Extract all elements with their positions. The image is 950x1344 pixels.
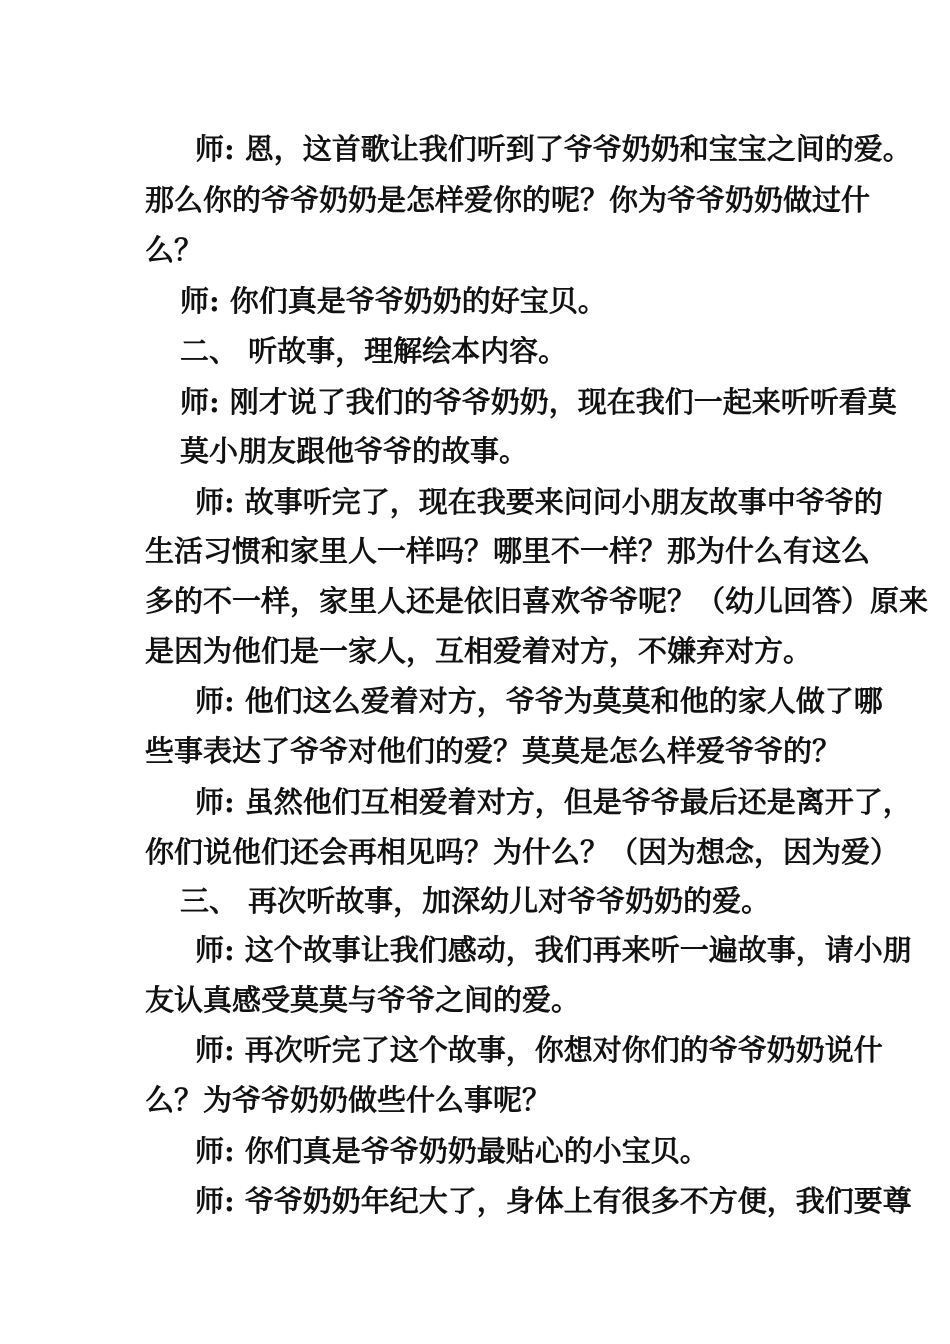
paragraph-line: 是因为他们是一家人，互相爱着对方，不嫌弃对方。 bbox=[145, 634, 813, 668]
paragraph-line: 多的不一样，家里人还是依旧喜欢爷爷呢？（幼儿回答）原来 bbox=[145, 584, 929, 618]
paragraph-line: 师: 虽然他们互相爱着对方，但是爷爷最后还是离开了， bbox=[195, 785, 912, 819]
paragraph-line: 师: 再次听完了这个故事，你想对你们的爷爷奶奶说什 bbox=[195, 1033, 883, 1067]
paragraph-line: 师: 你们真是爷爷奶奶最贴心的小宝贝。 bbox=[195, 1134, 709, 1168]
paragraph-line: 师: 你们真是爷爷奶奶的好宝贝。 bbox=[180, 284, 607, 318]
paragraph-line: 师: 这个故事让我们感动，我们再来听一遍故事，请小朋 bbox=[195, 933, 912, 967]
paragraph-line: 师: 刚才说了我们的爷爷奶奶，现在我们一起来听听看莫 bbox=[180, 385, 897, 419]
section-heading: 三、 再次听故事，加深幼儿对爷爷奶奶的爱。 bbox=[180, 884, 771, 918]
paragraph-line: 生活习惯和家里人一样吗？哪里不一样？那为什么有这么 bbox=[145, 534, 871, 568]
paragraph-line: 师: 恩，这首歌让我们听到了爷爷奶奶和宝宝之间的爱。 bbox=[195, 132, 912, 166]
paragraph-line: 莫小朋友跟他爷爷的故事。 bbox=[180, 434, 529, 468]
paragraph-line: 师: 他们这么爱着对方，爷爷为莫莫和他的家人做了哪 bbox=[195, 684, 883, 718]
paragraph-line: 友认真感受莫莫与爷爷之间的爱。 bbox=[145, 983, 581, 1017]
paragraph-line: 你们说他们还会再相见吗？为什么？（因为想念，因为爱） bbox=[145, 835, 900, 869]
paragraph-line: 么？ bbox=[145, 233, 204, 267]
paragraph-line: 师: 故事听完了，现在我要来问问小朋友故事中爷爷的 bbox=[195, 485, 883, 519]
paragraph-line: 师: 爷爷奶奶年纪大了，身体上有很多不方便，我们要尊 bbox=[195, 1184, 912, 1218]
paragraph-line: 些事表达了爷爷对他们的爱？莫莫是怎么样爱爷爷的？ bbox=[145, 734, 842, 768]
paragraph-line: 么？为爷爷奶奶做些什么事呢？ bbox=[145, 1083, 552, 1117]
section-heading: 二、 听故事，理解绘本内容。 bbox=[180, 334, 568, 368]
paragraph-line: 那么你的爷爷奶奶是怎样爱你的呢？你为爷爷奶奶做过什 bbox=[145, 183, 871, 217]
